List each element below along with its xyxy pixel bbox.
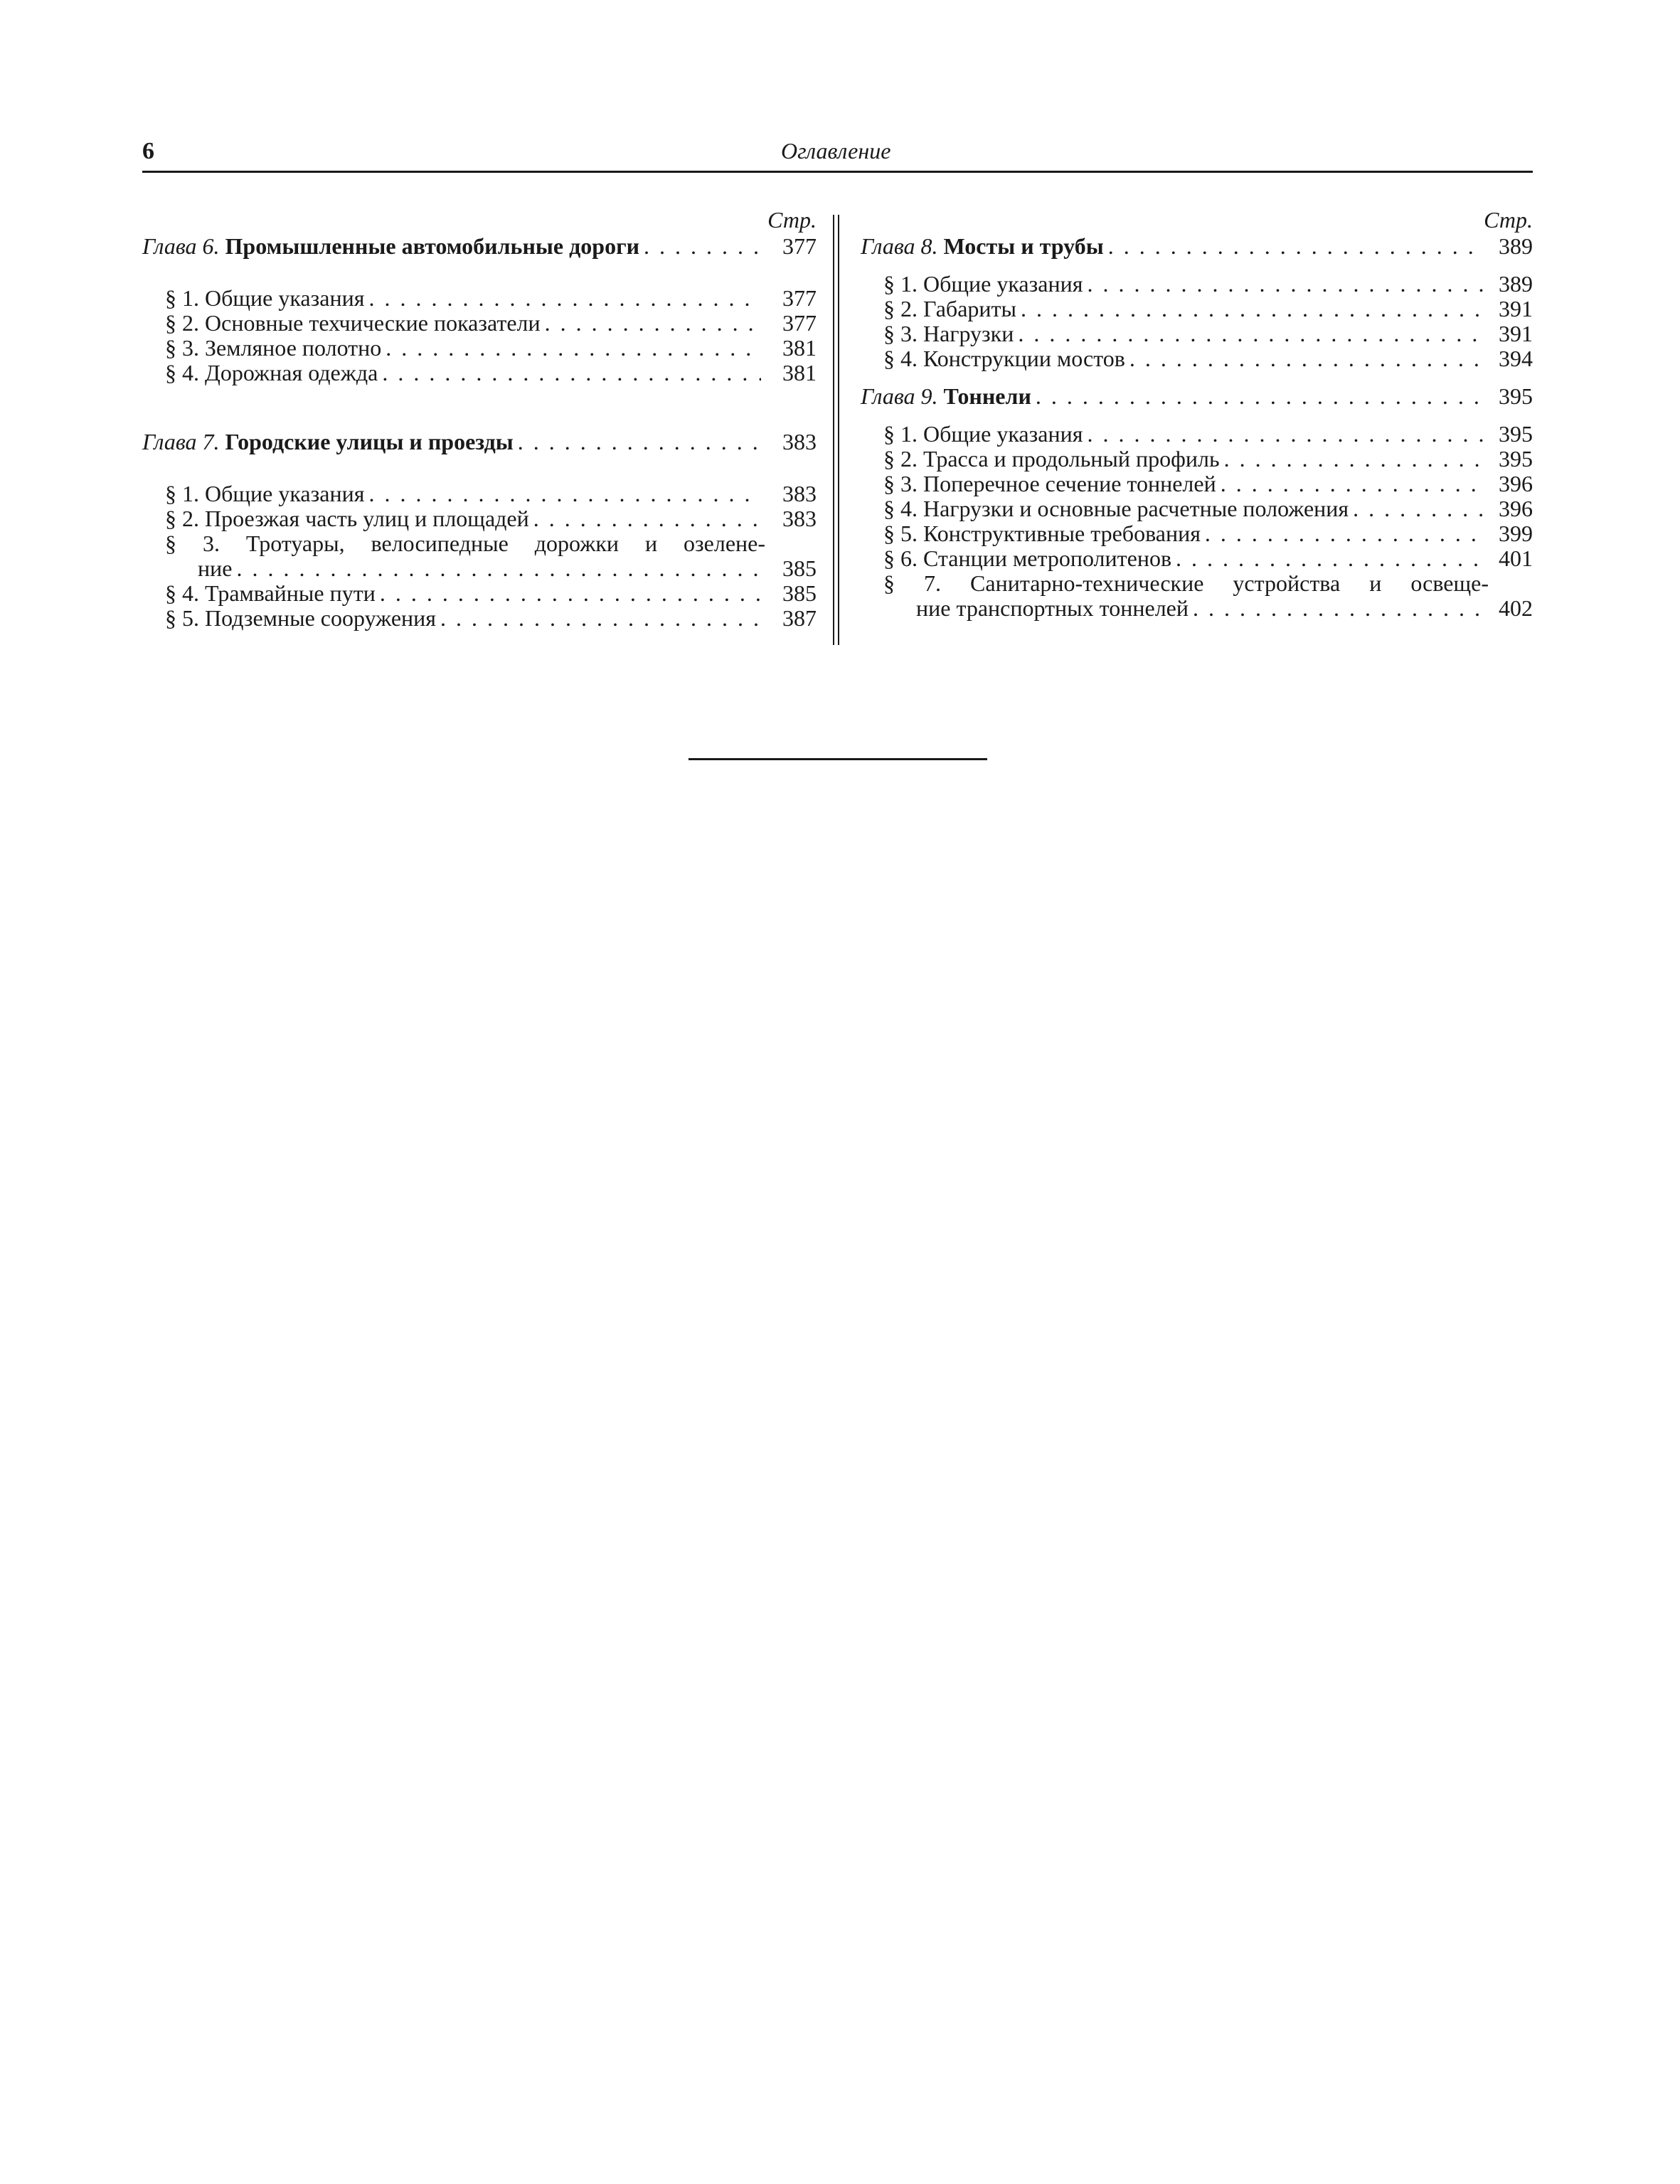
leader-dots — [382, 361, 761, 385]
leader-dots — [1087, 422, 1484, 447]
toc-section[interactable] — [861, 272, 1533, 297]
leader-dots — [1129, 346, 1484, 371]
section-label: § 1. Общие указания — [883, 271, 1083, 297]
section-label: § 2. Основные техчические показатели — [165, 310, 541, 336]
section-page: 387 — [782, 605, 817, 631]
section-page: 377 — [782, 285, 817, 311]
section-page: 402 — [1499, 595, 1533, 621]
leader-dots — [380, 581, 761, 606]
leader-dots — [1108, 234, 1484, 259]
section-page: 389 — [1499, 271, 1533, 297]
leader-dots — [644, 234, 761, 259]
section-label: § 6. Станции метрополитенов — [883, 545, 1172, 571]
leader-dots — [386, 336, 761, 361]
toc-section[interactable] — [142, 481, 825, 506]
toc-section[interactable] — [861, 297, 1533, 321]
end-rule — [689, 758, 987, 760]
leader-dots — [1087, 272, 1484, 297]
toc-section[interactable] — [861, 472, 1533, 496]
leader-dots — [1193, 596, 1484, 621]
leader-dots — [368, 481, 761, 506]
toc-section[interactable] — [142, 286, 825, 311]
section-page: 391 — [1499, 296, 1533, 321]
section-page: 394 — [1499, 346, 1533, 371]
toc-section-wrapped[interactable] — [861, 571, 1533, 621]
page-column-header: Стр. — [767, 207, 817, 233]
chapter-title: Городские улицы и проезды — [225, 429, 514, 454]
section-label: § 4. Нагрузки и основные расчетные положения — [883, 496, 1349, 521]
section-page: 377 — [782, 310, 817, 336]
section-label: § 3. Земляное полотно — [165, 335, 382, 361]
section-label: § 3. Нагрузки — [883, 321, 1014, 346]
chapter-title: Тоннели — [943, 383, 1031, 409]
section-page: 391 — [1499, 321, 1533, 346]
section-label: § 1. Общие указания — [165, 285, 365, 311]
section-label: § 3. Поперечное сечение тоннелей — [883, 471, 1216, 496]
toc-chapter-6[interactable] — [142, 234, 825, 259]
leader-dots — [1036, 384, 1484, 409]
leader-dots — [1176, 546, 1484, 571]
toc-section[interactable] — [142, 581, 825, 606]
chapter-lead: Глава 7. — [142, 429, 220, 454]
toc-chapter-9[interactable] — [861, 384, 1533, 409]
leader-dots — [440, 606, 761, 631]
section-label: § 1. Общие указания — [883, 421, 1083, 447]
section-label: § 4. Трамвайные пути — [165, 580, 376, 606]
section-page: 381 — [782, 335, 817, 361]
section-page: 395 — [1499, 421, 1533, 447]
section-label: § 4. Конструкции мостов — [883, 346, 1125, 371]
section-label: § 2. Проезжая часть улиц и площадей — [165, 506, 529, 531]
running-head: Оглавление — [781, 138, 891, 164]
section-page: 396 — [1499, 496, 1533, 521]
leader-dots — [533, 506, 761, 531]
toc-section[interactable] — [861, 321, 1533, 346]
leader-dots — [1205, 521, 1484, 546]
toc-section[interactable] — [861, 521, 1533, 546]
section-label: § 4. Дорожная одежда — [165, 360, 378, 385]
section-label: § 5. Подземные сооружения — [165, 605, 436, 631]
toc-section[interactable] — [142, 361, 825, 385]
leader-dots — [1353, 496, 1484, 521]
section-page: 395 — [1499, 446, 1533, 472]
section-label: § 1. Общие указания — [165, 481, 365, 506]
leader-dots — [1018, 321, 1484, 346]
toc-section[interactable] — [861, 496, 1533, 521]
section-label: § 2. Трасса и продольный профиль — [883, 446, 1220, 472]
section-page: 383 — [782, 481, 817, 506]
section-page: 399 — [1499, 521, 1533, 546]
toc-section[interactable] — [861, 346, 1533, 371]
chapter-title: Мосты и трубы — [943, 233, 1104, 259]
leader-dots — [1224, 447, 1484, 472]
section-label-line2: ние транспортных тоннелей — [916, 595, 1189, 621]
leader-dots — [368, 286, 761, 311]
leader-dots — [236, 556, 761, 581]
column-divider — [833, 215, 839, 645]
section-page: 381 — [782, 360, 817, 385]
chapter-lead: Глава 6. — [142, 233, 220, 259]
toc-section[interactable] — [142, 606, 825, 631]
toc-chapter-7[interactable] — [142, 430, 825, 454]
section-page: 396 — [1499, 471, 1533, 496]
section-label-line2: ние — [198, 555, 233, 581]
toc-section-wrapped[interactable] — [142, 531, 825, 581]
toc-section[interactable] — [861, 546, 1533, 571]
toc-left-column — [142, 208, 825, 631]
section-page: 383 — [782, 506, 817, 531]
toc-section[interactable] — [142, 311, 825, 336]
section-page: 385 — [782, 580, 817, 606]
chapter-page: 389 — [1499, 233, 1533, 259]
toc-right-column — [861, 208, 1533, 621]
toc-chapter-8[interactable] — [861, 234, 1533, 259]
leader-dots — [545, 311, 761, 336]
header-rule — [142, 171, 1533, 173]
toc-section[interactable] — [861, 447, 1533, 472]
section-label-line1: § 3. Тротуары, велосипедные дорожки и озелене- — [165, 531, 765, 556]
section-label-line1: § 7. Санитарно-технические устройства и освеще- — [883, 570, 1489, 596]
toc-section[interactable] — [142, 506, 825, 531]
section-page: 385 — [782, 555, 817, 581]
chapter-title: Промышленные автомобильные дороги — [225, 233, 640, 259]
section-label: § 2. Габариты — [883, 296, 1016, 321]
chapter-lead: Глава 8. — [861, 233, 938, 259]
chapter-page: 395 — [1499, 383, 1533, 409]
chapter-lead: Глава 9. — [861, 383, 938, 409]
chapter-page: 383 — [782, 429, 817, 454]
leader-dots — [518, 430, 761, 454]
section-page: 401 — [1499, 545, 1533, 571]
leader-dots — [1221, 472, 1484, 496]
page-number: 6 — [142, 138, 154, 164]
section-label: § 5. Конструктивные требования — [883, 521, 1201, 546]
page-column-header: Стр. — [1484, 207, 1533, 233]
leader-dots — [1021, 297, 1484, 321]
chapter-page: 377 — [782, 233, 817, 259]
toc-section[interactable] — [861, 422, 1533, 447]
toc-section[interactable] — [142, 336, 825, 361]
